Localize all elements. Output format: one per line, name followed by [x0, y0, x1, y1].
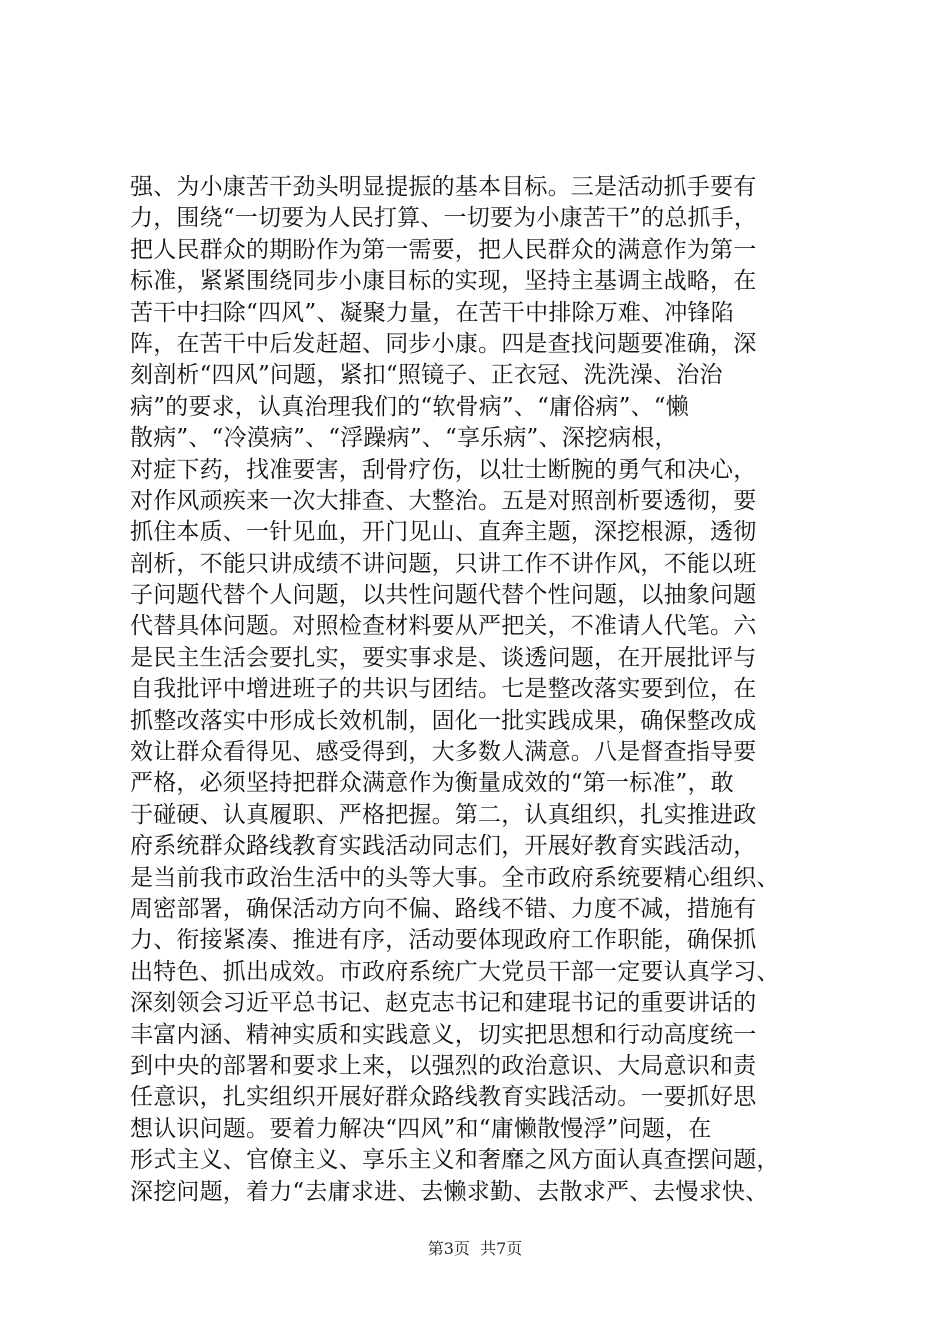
text-line: 强、为小康苦干劲头明显提振的基本目标。三是活动抓手要有	[130, 174, 757, 200]
text-line: 周密部署，确保活动方向不偏、路线不错、力度不减，措施有	[130, 895, 757, 922]
text-line: 力，围绕“一切要为人民打算、一切要为小康苦干”的总抓手，	[130, 205, 758, 232]
text-line: 子问题代替个人问题，以共性问题代替个性问题，以抽象问题	[130, 582, 757, 609]
text-line: 阵，在苦干中后发赶超、同步小康。四是查找问题要准确，深	[130, 330, 757, 357]
text-line: 对症下药，找准要害，刮骨疗伤，以壮士断腕的勇气和决心，	[130, 456, 757, 483]
text-line: 想认识问题。要着力解决“四风”和“庸懒散慢浮”问题，在	[130, 1115, 712, 1142]
text-line: 任意识，扎实组织开展好群众路线教育实践活动。一要抓好思	[130, 1084, 757, 1111]
text-line: 深挖问题，着力“去庸求进、去懒求勤、去散求严、去慢求快、	[130, 1178, 769, 1205]
text-line: 形式主义、官僚主义、享乐主义和奢靡之风方面认真查摆问题，	[130, 1147, 780, 1174]
text-line: 府系统群众路线教育实践活动同志们，开展好教育实践活动，	[130, 833, 757, 860]
text-line: 抓住本质、一针见血，开门见山、直奔主题，深挖根源，透彻	[130, 519, 757, 546]
text-line: 代替具体问题。对照检查材料要从严把关，不准请人代笔。六	[130, 613, 757, 640]
text-line: 剖析，不能只讲成绩不讲问题，只讲工作不讲作风，不能以班	[130, 550, 757, 577]
text-line: 病”的要求，认真治理我们的“软骨病”、“庸俗病”、“懒	[130, 393, 689, 420]
text-line: 苦干中扫除“四风”、凝聚力量，在苦干中排除万难、冲锋陷	[130, 299, 734, 326]
body-text	[130, 172, 830, 1208]
text-line: 是当前我市政治生活中的头等大事。全市政府系统要精心组织、	[130, 864, 780, 891]
text-line: 把人民群众的期盼作为第一需要，把人民群众的满意作为第一	[130, 236, 757, 263]
text-line: 自我批评中增进班子的共识与团结。七是整改落实要到位，在	[130, 676, 757, 703]
text-line: 严格，必须坚持把群众满意作为衡量成效的“第一标准”，敢	[130, 770, 734, 797]
text-line: 对作风顽疾来一次大排查、大整治。五是对照剖析要透彻，要	[130, 487, 757, 514]
text-line: 标准，紧紧围绕同步小康目标的实现，坚持主基调主战略，在	[130, 268, 757, 295]
page-footer: 第3页 共7页	[427, 1239, 523, 1258]
text-line: 出特色、抓出成效。市政府系统广大党员干部一定要认真学习、	[130, 958, 780, 985]
text-line: 效让群众看得见、感受得到，大多数人满意。八是督查指导要	[130, 739, 757, 766]
text-line: 力、衔接紧凑、推进有序，活动要体现政府工作职能，确保抓	[130, 927, 757, 954]
text-line: 于碰硬、认真履职、严格把握。第二，认真组织，扎实推进政	[130, 801, 757, 828]
text-line: 刻剖析“四风”问题，紧扣“照镜子、正衣冠、洗洗澡、治治	[130, 362, 723, 389]
text-line: 到中央的部署和要求上来，以强烈的政治意识、大局意识和责	[130, 1052, 757, 1079]
text-line: 散病”、“冷漠病”、“浮躁病”、“享乐病”、深挖病根，	[130, 425, 678, 452]
text-line: 是民主生活会要扎实，要实事求是、谈透问题，在开展批评与	[130, 644, 757, 671]
text-line: 抓整改落实中形成长效机制，固化一批实践成果，确保整改成	[130, 707, 757, 734]
text-line: 深刻领会习近平总书记、赵克志书记和建琨书记的重要讲话的	[130, 990, 757, 1017]
text-line: 丰富内涵、精神实质和实践意义，切实把思想和行动高度统一	[130, 1021, 757, 1048]
